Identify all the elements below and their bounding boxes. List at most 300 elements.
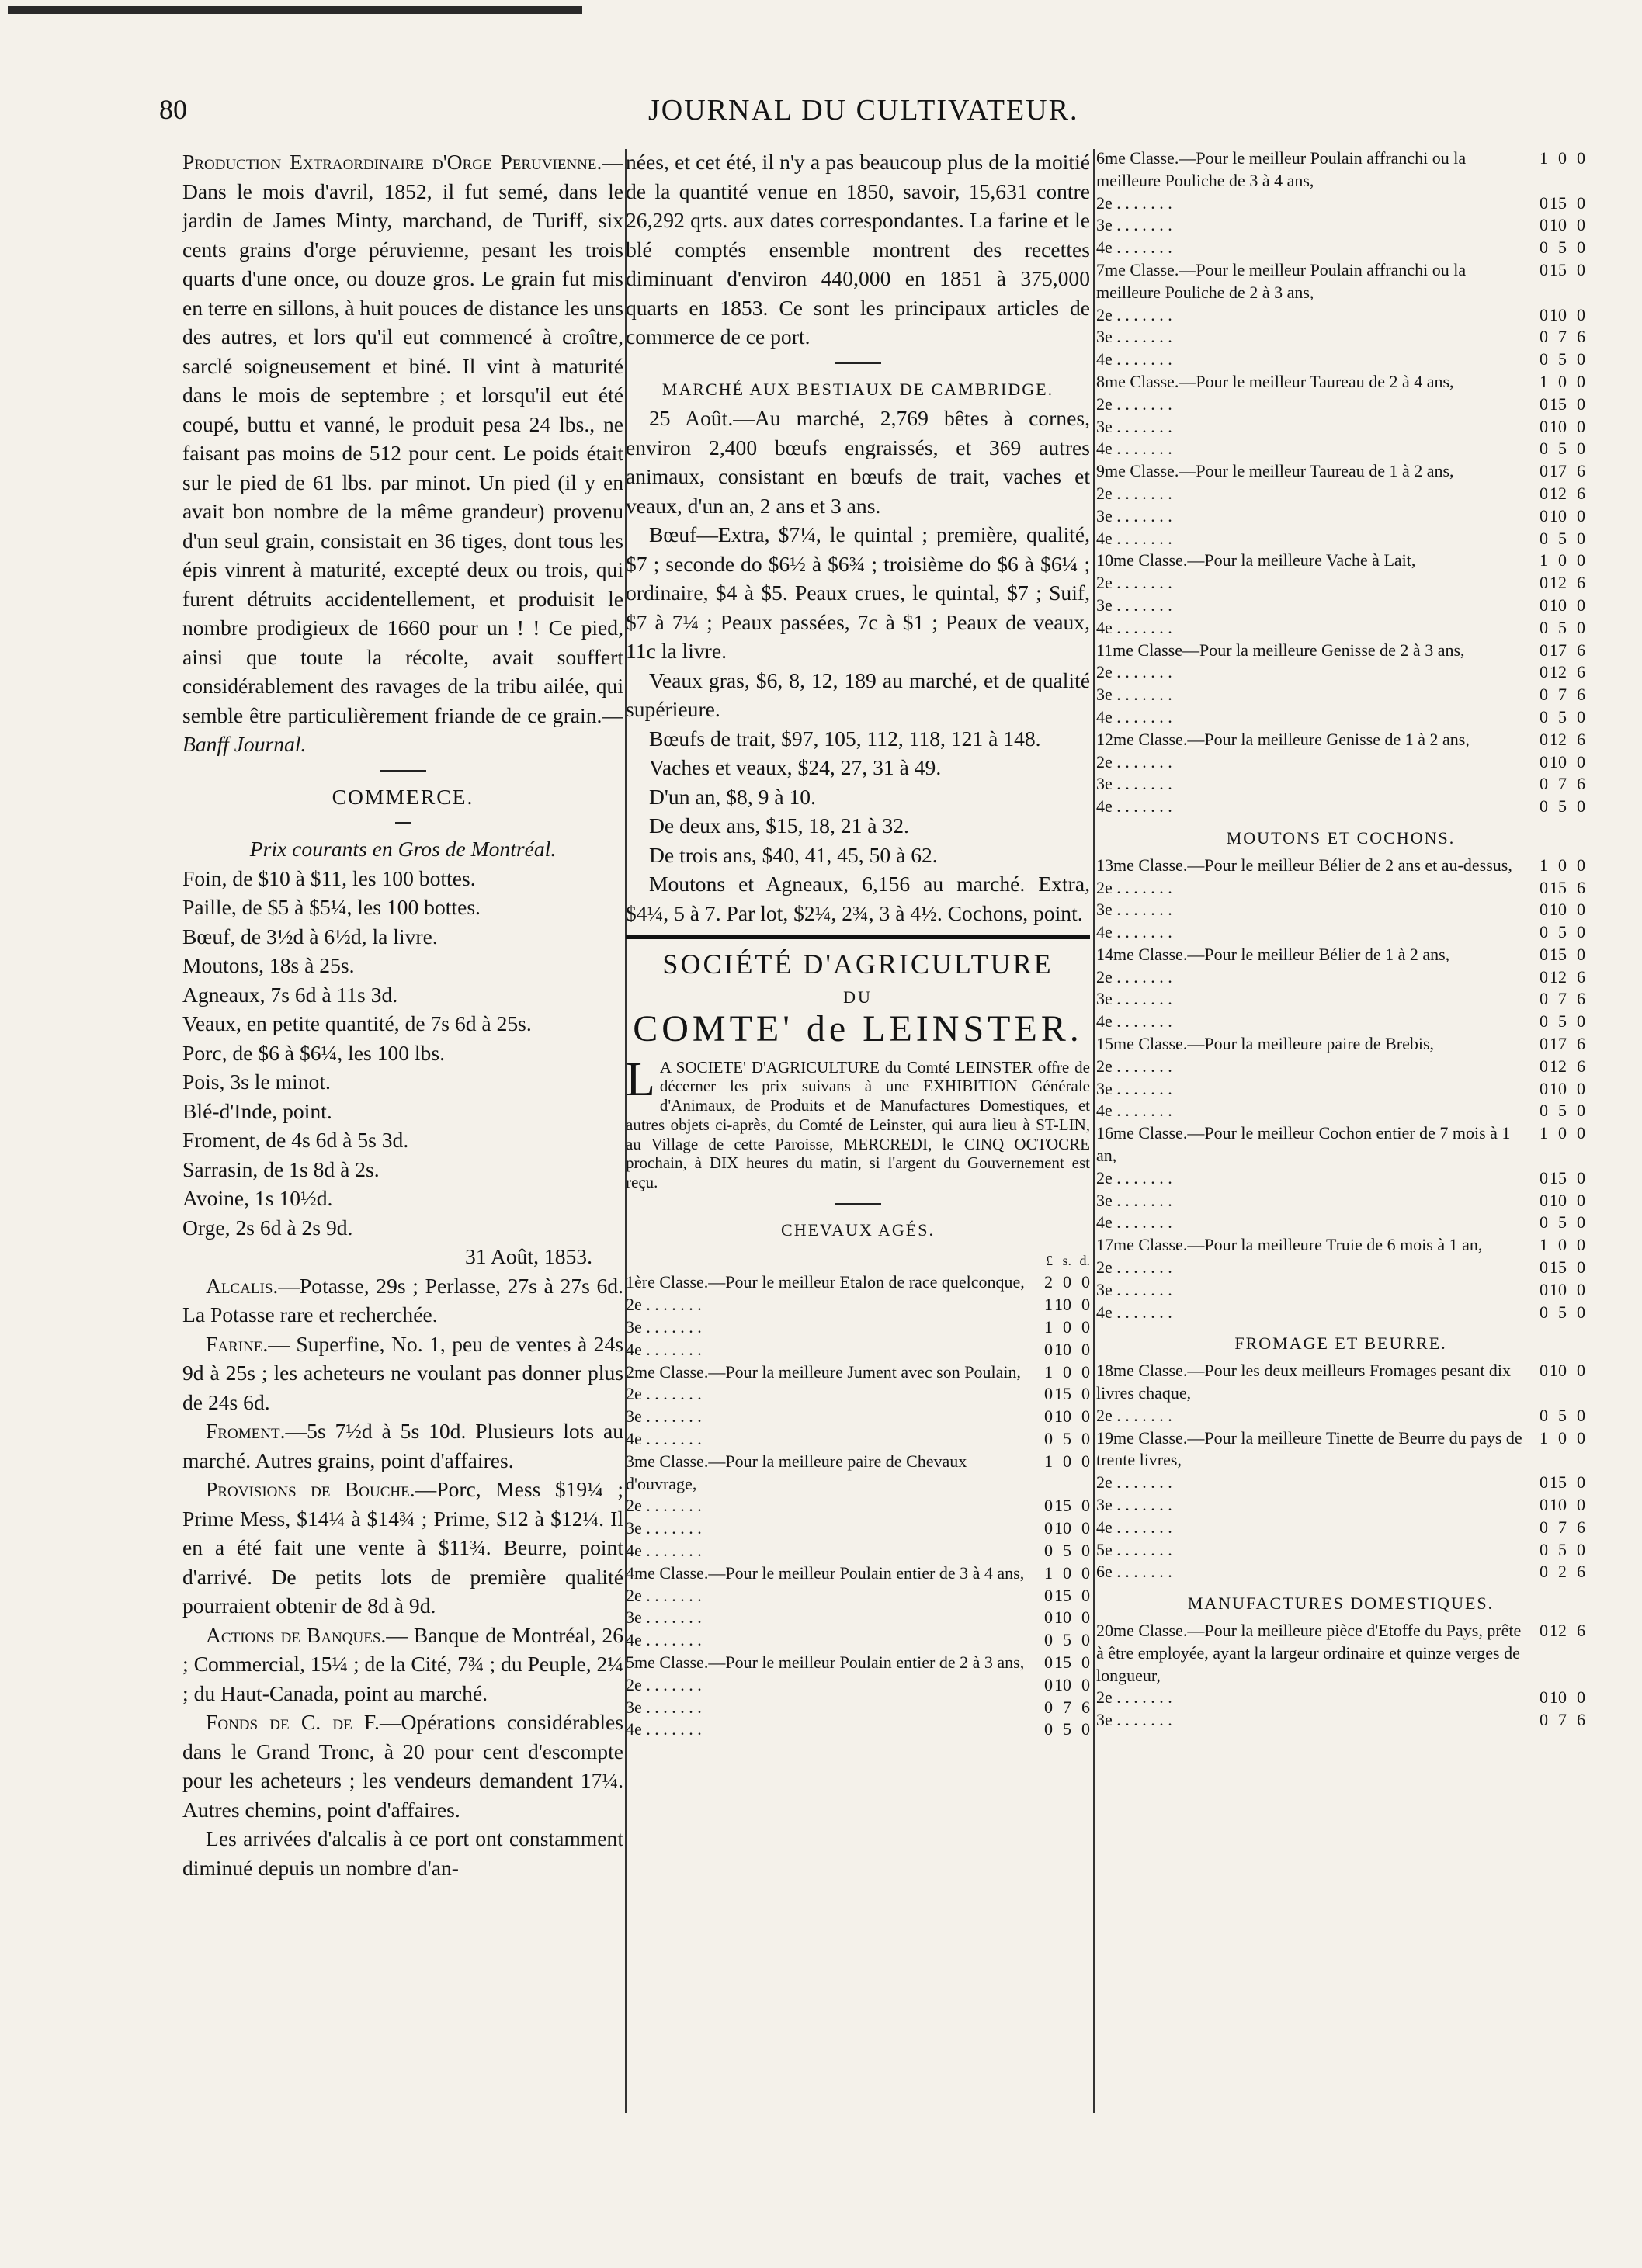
prize-amount: 0 [1540, 729, 1548, 749]
rank-label: 3e [1096, 327, 1113, 347]
prize-amount: 5 [1558, 922, 1567, 942]
rank-label: 2e [626, 1384, 642, 1404]
class-name: 15me Classe. [1096, 1034, 1188, 1054]
prize-amount: 0 [1577, 751, 1585, 772]
prize-amount: 0 [1540, 1517, 1548, 1537]
prize-rank [1096, 988, 1529, 1011]
class-desc: —Pour la meilleure Genisse de 1 à 2 ans, [1187, 729, 1470, 749]
rank-label: 2e [1096, 751, 1113, 772]
leader-dots: . . . . . . . [641, 1585, 702, 1605]
prize-rank [626, 1316, 1034, 1339]
prize-amount: 0 [1081, 1630, 1090, 1650]
prize-amount: 0 [1081, 1339, 1090, 1359]
prize-amount: 6 [1577, 1710, 1585, 1730]
commerce-paragraphs [182, 1271, 623, 1883]
leader-dots: . . . . . . . [1112, 685, 1172, 705]
leader-dots: . . . . . . . [1112, 1495, 1172, 1515]
prize-rank [1096, 1405, 1529, 1427]
prize-rank [1096, 572, 1529, 595]
prize-amount: 0 [1558, 371, 1567, 391]
prize-amount: 5 [1063, 1428, 1071, 1448]
leader-dots: . . . . . . . [1112, 595, 1172, 615]
rank-label: 2e [1096, 573, 1113, 593]
prize-amount: 10 [1550, 416, 1567, 436]
currency-heading: d. [1079, 1252, 1090, 1268]
prize-amount: 0 [1577, 1472, 1585, 1493]
prize-amount: 0 [1540, 1621, 1548, 1640]
prize-amount: 0 [1081, 1562, 1090, 1583]
prize-amount: 0 [1540, 1405, 1548, 1425]
prize-amount: 7 [1558, 685, 1567, 705]
class-label [626, 1652, 1034, 1674]
prize-amount: 12 [1550, 483, 1567, 503]
prize-amount: 6 [1577, 685, 1585, 705]
rank-label: 3e [626, 1406, 642, 1427]
prize-class [1096, 460, 1585, 550]
leader-dots: . . . . . . . [641, 1316, 702, 1337]
rank-label: 2e [1096, 1687, 1113, 1708]
prize-class [1096, 371, 1585, 460]
class-label [1096, 640, 1529, 662]
prize-rank [1096, 966, 1529, 989]
prize-amount: 5 [1558, 1302, 1567, 1322]
group-heading: FROMAGE ET BEURRE. [1234, 1333, 1447, 1354]
class-label [1096, 371, 1529, 394]
class-name: 2me Classe. [626, 1361, 709, 1382]
commerce-paragraph [182, 1271, 623, 1330]
separator [395, 822, 411, 824]
spacer [626, 1250, 1034, 1272]
class-name: 14me Classe. [1096, 944, 1188, 964]
prize-amount: 5 [1558, 1011, 1567, 1032]
prize-amount: 10 [1550, 1495, 1567, 1515]
rank-label: 4e [626, 1630, 642, 1650]
prize-amount: 0 [1044, 1630, 1053, 1650]
prize-rank [1096, 773, 1529, 796]
prize-rank [1096, 1190, 1529, 1212]
prize-amount: 7 [1558, 1710, 1567, 1730]
prize-rank [626, 1697, 1034, 1719]
prize-amount: 6 [1577, 989, 1585, 1009]
class-label [1096, 1234, 1529, 1257]
prize-amount: 6 [1577, 461, 1585, 481]
prize-amount: 15 [1550, 192, 1567, 213]
prize-amount: 0 [1540, 327, 1548, 347]
prize-amount: 0 [1577, 617, 1585, 637]
prize-amount: 1 [1540, 550, 1548, 570]
class-name: 20me Classe. [1096, 1621, 1188, 1640]
prize-class [1096, 729, 1585, 818]
prize-amount: 1 [1044, 1562, 1053, 1583]
leader-dots: . . . . . . . [1112, 1710, 1172, 1730]
class-label [626, 1562, 1034, 1585]
prize-amount: 0 [1577, 595, 1585, 615]
class-name: 19me Classe. [1096, 1427, 1188, 1448]
leader-dots: . . . . . . . [1112, 416, 1172, 436]
leader-dots: . . . . . . . [1112, 573, 1172, 593]
rank-label: 2e [1096, 877, 1113, 897]
prize-amount: 6 [1577, 774, 1585, 794]
prize-class [626, 1562, 1090, 1652]
prize-rank [1096, 349, 1529, 371]
prize-amount: 15 [1550, 877, 1567, 897]
prize-amount: 1 [1540, 148, 1548, 168]
leader-dots: . . . . . . . [641, 1428, 702, 1448]
notice-text: A SOCIETE' D'AGRICULTURE du Comté LEINSTER offre de décerner les prix suivans à une EXHIBITION Générale d'Animaux, de Produits et de Manufactures Domestiques, et autres objets ci-après, du Comté de Leinster, qui aura lieu à ST-LIN, au Village de cette Paroisse, MERCREDI, le CINQ OCTOCRE prochain, à DIX heures du matin, si l'argent du Gouvernement est reçu. [626, 1057, 1090, 1192]
prize-amount: 0 [1540, 1539, 1548, 1559]
prize-amount: 0 [1540, 461, 1548, 481]
cambridge-paragraph: D'un an, $8, 9 à 10. [649, 784, 816, 809]
prize-amount: 5 [1558, 1539, 1567, 1559]
class-label [1096, 944, 1529, 966]
leader-dots: . . . . . . . [1112, 877, 1172, 897]
price-line: Froment, de 4s 6d à 5s 3d. [182, 1128, 409, 1152]
prize-amount: 0 [1044, 1496, 1053, 1516]
prize-class [626, 1652, 1090, 1741]
prize-amount: 0 [1577, 259, 1585, 279]
prize-rank [626, 1674, 1034, 1697]
class-label [626, 1271, 1034, 1294]
leader-dots: . . . . . . . [1112, 1257, 1172, 1278]
prize-rank [1096, 1709, 1529, 1732]
rank-label: 2e [1096, 394, 1113, 414]
prize-amount: 0 [1577, 505, 1585, 525]
paragraph-text: —Opérations considérables dans le Grand Tronc, à 20 pour cent d'escompte pour les acheteurs ; les vendeurs demandent 17¼. Autres chemins, point d'affaires. [182, 1710, 623, 1822]
leader-dots: . . . . . . . [641, 1540, 702, 1560]
prize-amount: 0 [1044, 1406, 1053, 1427]
prize-amount: 0 [1081, 1719, 1090, 1739]
rank-label: 3e [626, 1316, 642, 1337]
orge-source: Banff Journal. [182, 732, 307, 756]
prize-amount: 10 [1550, 1361, 1567, 1381]
prize-class [1096, 259, 1585, 371]
class-desc: —Pour le meilleur Cochon entier de 7 mois à 1 an, [1096, 1123, 1511, 1166]
leader-dots: . . . . . . . [1112, 1539, 1172, 1559]
price-list [182, 864, 623, 1243]
prize-amount: 0 [1540, 259, 1548, 279]
prize-amount: 0 [1540, 1472, 1548, 1493]
prize-amount: 0 [1577, 238, 1585, 258]
prize-amount: 6 [1081, 1697, 1090, 1717]
prize-rank [626, 1383, 1034, 1406]
commerce-paragraph [182, 1330, 623, 1417]
prize-amount: 0 [1540, 483, 1548, 503]
prize-rank [1096, 1212, 1529, 1234]
prize-rank [1096, 796, 1529, 818]
leader-dots: . . . . . . . [1112, 304, 1172, 324]
leader-dots: . . . . . . . [1112, 774, 1172, 794]
prize-rank [626, 1607, 1034, 1629]
prize-rank [626, 1294, 1034, 1316]
prize-amount: 0 [1540, 1279, 1548, 1299]
prize-amount: 0 [1577, 439, 1585, 459]
prize-amount: 0 [1081, 1272, 1090, 1292]
leader-dots: . . . . . . . [1112, 751, 1172, 772]
prize-rank [1096, 1011, 1529, 1033]
prize-amount: 12 [1550, 662, 1567, 682]
leader-dots: . . . . . . . [1112, 483, 1172, 503]
column-middle [626, 147, 1090, 2119]
prize-amount: 6 [1577, 662, 1585, 682]
leader-dots: . . . . . . . [1112, 1405, 1172, 1425]
prize-amount: 0 [1577, 1212, 1585, 1233]
drop-cap: L [626, 1053, 655, 1106]
prize-amount: 10 [1550, 505, 1567, 525]
prize-amount: 15 [1054, 1496, 1071, 1516]
prize-amount: 0 [1540, 1056, 1548, 1076]
price-line: Blé-d'Inde, point. [182, 1098, 332, 1123]
prize-amount: 5 [1558, 617, 1567, 637]
prize-rank [1096, 1279, 1529, 1302]
prize-amount: 0 [1540, 617, 1548, 637]
paragraph-lead: Farine. [206, 1331, 269, 1356]
prize-amount: 10 [1550, 1190, 1567, 1210]
journal-title: JOURNAL DU CULTIVATEUR. [648, 94, 1079, 127]
paragraph-lead: Alcalis. [206, 1273, 279, 1298]
prize-rank [1096, 1687, 1529, 1709]
prize-rank [1096, 899, 1529, 921]
prize-amount: 1 [1044, 1451, 1053, 1471]
rank-label: 2e [1096, 1257, 1113, 1278]
prize-amount: 0 [1540, 238, 1548, 258]
prize-amount: 0 [1577, 706, 1585, 727]
prize-class [1096, 550, 1585, 639]
prize-amount: 1 [1540, 1235, 1548, 1255]
rank-label: 4e [1096, 796, 1113, 817]
prize-rank [626, 1540, 1034, 1562]
prize-amount: 0 [1044, 1719, 1053, 1739]
rank-label: 4e [1096, 1011, 1113, 1032]
class-name: 5me Classe. [626, 1652, 709, 1672]
prize-amount: 0 [1063, 1272, 1071, 1292]
class-desc: —Pour le meilleur Taureau de 1 à 2 ans, [1179, 461, 1454, 481]
prize-amount: 0 [1044, 1697, 1053, 1717]
prize-rank [1096, 877, 1529, 900]
prize-amount: 10 [1054, 1295, 1071, 1315]
rank-label: 3e [626, 1697, 642, 1717]
prize-amount: 0 [1577, 1495, 1585, 1515]
prize-amount: 15 [1550, 944, 1567, 964]
prize-amount: 0 [1540, 1011, 1548, 1032]
prize-rank [1096, 394, 1529, 416]
leader-dots: . . . . . . . [1112, 327, 1172, 347]
prize-amount: 0 [1540, 1562, 1548, 1582]
prize-amount: 15 [1550, 259, 1567, 279]
class-desc: —Pour le meilleur Taureau de 2 à 4 ans, [1179, 371, 1454, 391]
commerce-paragraph [182, 1621, 623, 1708]
class-name: 4me Classe. [626, 1562, 709, 1583]
prize-amount: 0 [1540, 505, 1548, 525]
leader-dots: . . . . . . . [1112, 1101, 1172, 1121]
prize-amount: 5 [1558, 706, 1567, 727]
paragraph-text: —Potasse, 29s ; Perlasse, 27s à 27s 6d. La Potasse rare et recherchée. [182, 1273, 623, 1326]
commerce-paragraph [182, 1417, 623, 1475]
prize-amount: 0 [1577, 944, 1585, 964]
prize-amount: 0 [1540, 439, 1548, 459]
scan-edge-bar [8, 6, 582, 14]
prize-amount: 0 [1577, 1257, 1585, 1278]
prize-class [1096, 147, 1585, 259]
leader-dots: . . . . . . . [1112, 1078, 1172, 1098]
prize-class [1096, 855, 1585, 944]
rank-label: 3e [1096, 1279, 1113, 1299]
class-label [1096, 1427, 1529, 1472]
leader-dots: . . . . . . . [1112, 1190, 1172, 1210]
class-desc: —Pour la meilleure pièce d'Etoffe du Pays, prête à être employée, ayant la largeur ordinaire et quinze verges de longueur, [1096, 1621, 1522, 1685]
separator [835, 1203, 881, 1205]
class-desc: —Pour la meilleure paire de Brebis, [1187, 1034, 1435, 1054]
prize-rank [1096, 1494, 1529, 1517]
rank-label: 3e [1096, 416, 1113, 436]
prize-amount: 0 [1577, 416, 1585, 436]
prize-amount: 7 [1558, 989, 1567, 1009]
prize-amount: 0 [1044, 1585, 1053, 1605]
prize-class [1096, 1360, 1585, 1427]
rank-label: 4e [1096, 1101, 1113, 1121]
prize-amount: 0 [1558, 1235, 1567, 1255]
prize-amount: 6 [1577, 1056, 1585, 1076]
prize-rank [626, 1585, 1034, 1607]
prize-rank [626, 1495, 1034, 1517]
prize-class [1096, 1234, 1585, 1323]
rank-label: 4e [626, 1339, 642, 1359]
class-desc: —Pour le meilleur Poulain entier de 2 à 3 ans, [708, 1652, 1025, 1672]
orge-article [182, 147, 623, 759]
rank-label: 3e [1096, 1710, 1113, 1730]
prize-amount: 0 [1577, 1167, 1585, 1188]
price-line: Paille, de $5 à $5¼, les 100 bottes. [182, 895, 481, 919]
prize-amount: 17 [1550, 640, 1567, 660]
leader-dots: . . . . . . . [641, 1719, 702, 1739]
class-label [1096, 1620, 1529, 1687]
prize-amount: 0 [1063, 1361, 1071, 1382]
prize-amount: 0 [1577, 349, 1585, 369]
prize-rank [1096, 192, 1529, 215]
rank-label: 2e [1096, 192, 1113, 213]
rank-label: 3e [1096, 1078, 1113, 1098]
class-desc: —Pour le meilleur Bélier de 2 ans et au-dessus, [1187, 855, 1512, 875]
leader-dots: . . . . . . . [1112, 215, 1172, 235]
prize-amount: 0 [1044, 1607, 1053, 1628]
prize-amount: 0 [1063, 1316, 1071, 1337]
price-line: Porc, de $6 à $6¼, les 100 lbs. [182, 1040, 445, 1065]
prize-amount: 0 [1081, 1518, 1090, 1538]
prize-amount: 1 [1540, 855, 1548, 875]
prize-amount: 0 [1540, 751, 1548, 772]
prize-amount: 0 [1540, 1212, 1548, 1233]
prize-rank [1096, 304, 1529, 327]
column-right [1096, 147, 1585, 2119]
rank-label: 2e [1096, 1405, 1113, 1425]
cambridge-paragraph: 25 Août.—Au marché, 2,769 bêtes à cornes, environ 2,400 bœufs engraissés, et 369 autres animaux, consistant en bœufs de trait, vaches et veaux, d'un an, 2 ans et 3 ans. [626, 406, 1090, 518]
page-header [159, 84, 1580, 146]
prize-amount: 1 [1540, 1123, 1548, 1143]
prize-amount: 0 [1577, 1235, 1585, 1255]
class-name: 12me Classe. [1096, 729, 1188, 749]
prize-amount: 0 [1540, 1257, 1548, 1278]
prize-amount: 5 [1558, 349, 1567, 369]
paragraph-text: —5s 7½d à 5s 10d. Plusieurs lots au marché. Autres grains, point d'affaires. [182, 1419, 623, 1472]
prize-amount: 0 [1081, 1496, 1090, 1516]
chevaux-heading: CHEVAUX AGÉS. [781, 1220, 935, 1240]
prize-amount: 0 [1577, 550, 1585, 570]
class-desc: —Pour les deux meilleurs Fromages pesant dix livres chaque, [1096, 1361, 1512, 1403]
prize-amount: 0 [1081, 1361, 1090, 1382]
prize-amount: 15 [1054, 1384, 1071, 1404]
leader-dots: . . . . . . . [641, 1518, 702, 1538]
class-label [1096, 1360, 1529, 1405]
class-name: 17me Classe. [1096, 1235, 1188, 1255]
class-name: 6me Classe. [1096, 148, 1179, 168]
class-desc: —Pour le meilleur Poulain affranchi ou la meilleure Pouliche de 3 à 4 ans, [1096, 148, 1467, 190]
prize-amount: 2 [1558, 1562, 1567, 1582]
leader-dots: . . . . . . . [1112, 1302, 1172, 1322]
rank-label: 4e [626, 1428, 642, 1448]
prize-rank [1096, 505, 1529, 528]
prize-amount: 7 [1558, 327, 1567, 347]
class-desc: —Pour le meilleur Poulain entier de 3 à 4 ans, [708, 1562, 1025, 1583]
prize-class [626, 1361, 1090, 1451]
prize-amount: 0 [1081, 1428, 1090, 1448]
paragraph-text: — Superfine, No. 1, peu de ventes à 24s 9d à 25s ; les acheteurs ne voulant pas donner plus de 24s 6d. [182, 1331, 623, 1414]
chevaux-prize-table [626, 1250, 1090, 1742]
prize-amount: 0 [1577, 796, 1585, 817]
rank-label: 2e [626, 1674, 642, 1694]
prize-amount: 5 [1558, 1212, 1567, 1233]
prize-amount: 6 [1577, 729, 1585, 749]
prize-amount: 17 [1550, 461, 1567, 481]
paragraph-lead: Froment. [206, 1419, 286, 1443]
prize-amount: 0 [1540, 1190, 1548, 1210]
prize-amount: 0 [1577, 1302, 1585, 1322]
prize-rank [626, 1428, 1034, 1451]
column-left [182, 147, 623, 2119]
class-label [1096, 147, 1529, 192]
rank-label: 4e [1096, 528, 1113, 548]
prize-amount: 0 [1577, 1123, 1585, 1143]
class-desc: —Pour la meilleure Vache à Lait, [1187, 550, 1416, 570]
rank-label: 4e [626, 1540, 642, 1560]
prize-amount: 0 [1558, 148, 1567, 168]
double-rule-thick [626, 935, 1090, 939]
leader-dots: . . . . . . . [1112, 900, 1172, 920]
prize-amount: 0 [1540, 1167, 1548, 1188]
prize-class [1096, 1427, 1585, 1584]
separator [835, 362, 881, 364]
prize-amount: 10 [1054, 1339, 1071, 1359]
price-line: Moutons, 18s à 25s. [182, 953, 355, 977]
prize-amount: 0 [1081, 1295, 1090, 1315]
prize-amount: 0 [1577, 855, 1585, 875]
prize-amount: 1 [1044, 1316, 1053, 1337]
leader-dots: . . . . . . . [1112, 1056, 1172, 1076]
orge-heading: Production Extraordinaire d'Orge Peruvienne. [182, 150, 602, 174]
societe-comte: COMTE' de LEINSTER. [633, 1008, 1083, 1049]
rank-label: 4e [1096, 706, 1113, 727]
prize-amount: 0 [1081, 1384, 1090, 1404]
leader-dots: . . . . . . . [1112, 1517, 1172, 1537]
class-label [1096, 550, 1529, 572]
rank-label: 4e [1096, 617, 1113, 637]
class-desc: —Pour le meilleur Etalon de race quelconque, [708, 1272, 1025, 1292]
prize-amount: 10 [1550, 304, 1567, 324]
rank-label: 4e [1096, 922, 1113, 942]
prize-class [1096, 640, 1585, 729]
prize-amount: 0 [1044, 1339, 1053, 1359]
prize-class [626, 1250, 1090, 1361]
leader-dots: . . . . . . . [641, 1384, 702, 1404]
separator [380, 770, 426, 772]
